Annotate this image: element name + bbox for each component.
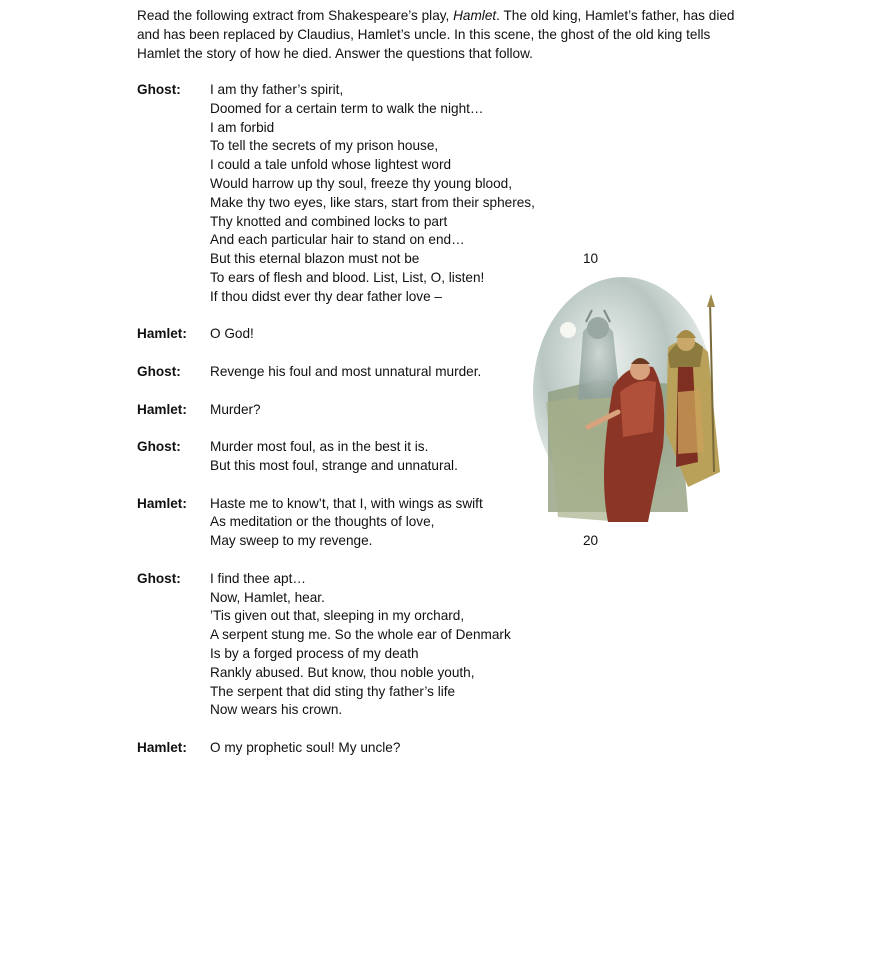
verse-line xyxy=(210,645,557,664)
verse-line-text: ’Tis given out that, sleeping in my orchard, xyxy=(210,608,465,624)
speech-lines xyxy=(210,739,557,758)
verse-line-text: Doomed for a certain term to walk the night… xyxy=(210,100,484,116)
verse-line xyxy=(210,495,557,514)
speech-lines xyxy=(210,363,557,382)
verse-line xyxy=(210,589,557,608)
line-number: 10 xyxy=(583,251,599,267)
verse-line xyxy=(210,156,557,175)
verse-line xyxy=(210,213,557,232)
ghost-illustration xyxy=(528,272,738,549)
verse-line-text: The serpent that did sting thy father’s life xyxy=(210,683,456,699)
verse-line-text: I find thee apt… xyxy=(210,570,306,586)
verse-line xyxy=(210,269,557,288)
verse-line-text: Haste me to know’t, that I, with wings as swift xyxy=(210,495,483,511)
play-title: Hamlet xyxy=(453,8,497,23)
speech-block xyxy=(137,739,557,758)
verse-line xyxy=(210,175,557,194)
verse-line-text: Now, Hamlet, hear. xyxy=(210,589,325,605)
verse-line-text: To ears of flesh and blood. List, List, O, listen! xyxy=(210,269,485,285)
verse-line xyxy=(210,513,557,532)
verse-line xyxy=(210,137,557,156)
verse-line xyxy=(210,701,557,720)
verse-line-text: But this eternal blazon must not be xyxy=(210,251,420,267)
speech-block xyxy=(137,363,557,382)
speech-block xyxy=(137,570,557,720)
speech-block xyxy=(137,81,599,307)
verse-line-text: As meditation or the thoughts of love, xyxy=(210,514,435,530)
verse-line-text: Thy knotted and combined locks to part xyxy=(210,213,448,229)
verse-line-text: But this most foul, strange and unnatural. xyxy=(210,457,458,473)
verse-line-text: Is by a forged process of my death xyxy=(210,645,419,661)
verse-line-text: I am thy father’s spirit, xyxy=(210,82,344,97)
verse-line xyxy=(210,457,557,476)
verse-line-text: Now wears his crown. xyxy=(210,702,343,718)
verse-line xyxy=(210,401,557,420)
speaker-name: Hamlet: xyxy=(137,401,187,417)
verse-line xyxy=(210,231,557,250)
verse-line-text: May sweep to my revenge. xyxy=(210,533,373,549)
verse-line xyxy=(210,683,557,702)
verse-line xyxy=(210,607,557,626)
speech-lines xyxy=(210,438,557,476)
verse-line xyxy=(210,363,557,382)
speech-lines xyxy=(210,325,557,344)
line-number: 20 xyxy=(583,533,599,549)
speech-block xyxy=(137,438,557,476)
speaker-name: Ghost: xyxy=(137,82,181,97)
verse-line xyxy=(210,100,557,119)
verse-line-text: If thou didst ever thy dear father love – xyxy=(210,288,442,304)
verse-line-text: Murder? xyxy=(210,401,261,417)
speech-lines xyxy=(210,570,557,720)
verse-line-text: And each particular hair to stand on end… xyxy=(210,232,465,248)
speaker-name: Hamlet: xyxy=(137,739,187,755)
speech-block xyxy=(137,325,557,344)
verse-line xyxy=(210,325,557,344)
verse-line-text: I am forbid xyxy=(210,119,275,135)
verse-line xyxy=(210,626,557,645)
verse-line-text: O God! xyxy=(210,326,254,342)
verse-line xyxy=(210,739,557,758)
speech-lines xyxy=(210,81,599,307)
verse-line-text: Make thy two eyes, like stars, start from their spheres, xyxy=(210,194,535,210)
verse-line-text: Would harrow up thy soul, freeze thy young blood, xyxy=(210,175,513,191)
verse-line xyxy=(210,438,557,457)
speaker-name: Hamlet: xyxy=(137,495,187,511)
verse-line-text: Rankly abused. But know, thou noble youth, xyxy=(210,664,475,680)
speech-block xyxy=(137,401,557,420)
speech-block xyxy=(137,495,599,551)
intro-paragraph xyxy=(137,7,747,63)
script-extract xyxy=(137,81,599,776)
intro-text-start: Read the following extract from Shakespeare’s play, xyxy=(137,8,454,23)
intro-text-end: . The old king, Hamlet’s father, has died and has been replaced by Claudius, Hamlet’s uncle. In this scene, the ghost of the old king tells Hamlet the story of how he died. Answer the questions that follow. xyxy=(137,8,735,61)
speaker-name: Ghost: xyxy=(137,570,181,586)
speaker-name: Ghost: xyxy=(137,439,181,455)
speaker-name: Ghost: xyxy=(137,363,181,379)
speech-lines xyxy=(210,495,599,551)
verse-line xyxy=(210,119,557,138)
verse-line-text: To tell the secrets of my prison house, xyxy=(210,138,439,154)
verse-line xyxy=(210,532,599,551)
verse-line xyxy=(210,81,557,100)
speech-lines xyxy=(210,401,557,420)
ghost-and-hamlet-illustration-icon xyxy=(528,272,738,549)
verse-line-text: Revenge his foul and most unnatural murder. xyxy=(210,363,482,379)
verse-line xyxy=(210,570,557,589)
verse-line xyxy=(210,194,557,213)
verse-line xyxy=(210,288,557,307)
speaker-name: Hamlet: xyxy=(137,326,187,342)
verse-line xyxy=(210,250,599,269)
verse-line-text: I could a tale unfold whose lightest word xyxy=(210,157,452,173)
verse-line-text: A serpent stung me. So the whole ear of Denmark xyxy=(210,627,511,643)
verse-line-text: O my prophetic soul! My uncle? xyxy=(210,739,401,755)
verse-line-text: Murder most foul, as in the best it is. xyxy=(210,439,429,455)
verse-line xyxy=(210,664,557,683)
